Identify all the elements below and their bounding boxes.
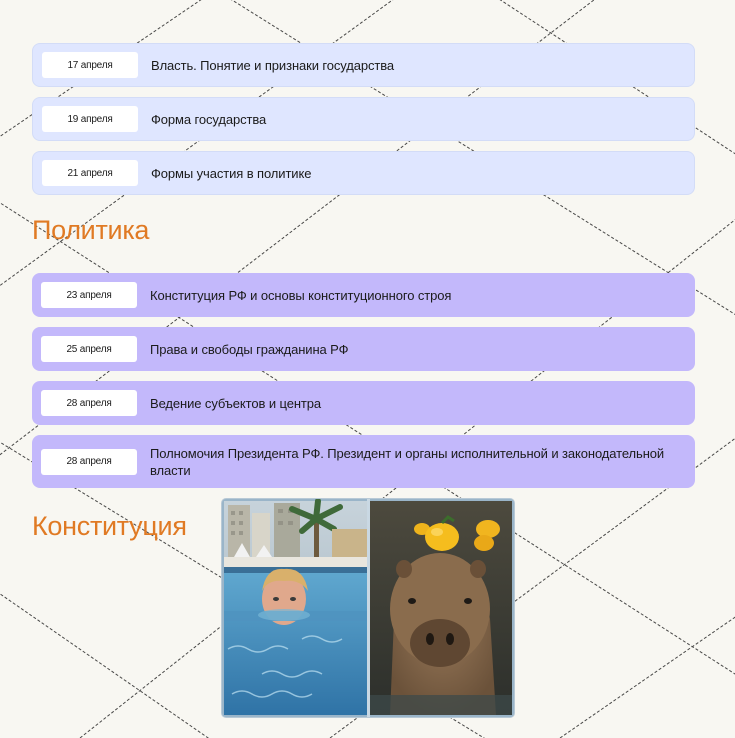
lesson-date: 19 апреля — [42, 106, 138, 132]
lesson-title: Власть. Понятие и признаки государства — [151, 57, 395, 73]
collage-svg — [222, 499, 514, 717]
photo-collage — [222, 499, 514, 717]
lesson-title: Полномочия Президента РФ. Президент и органы исполнительной и законодательной власти — [150, 445, 665, 478]
lesson-date: 23 апреля — [41, 282, 137, 308]
lesson-row[interactable] — [32, 97, 695, 141]
lesson-title: Форма государства — [151, 111, 267, 127]
lesson-title: Конституция РФ и основы конституционного строя — [150, 287, 452, 303]
lesson-date: 28 апреля — [41, 390, 137, 416]
lesson-row[interactable] — [32, 381, 695, 425]
lesson-row[interactable] — [32, 43, 695, 87]
lesson-row[interactable] — [32, 435, 695, 488]
lesson-date: 28 апреля — [41, 449, 137, 475]
lesson-row[interactable] — [32, 151, 695, 195]
lessons-group-politics — [32, 273, 695, 498]
lesson-row[interactable] — [32, 273, 695, 317]
lessons-group-1 — [32, 43, 695, 205]
lesson-title: Права и свободы гражданина РФ — [150, 341, 349, 357]
lesson-title: Формы участия в политике — [151, 165, 312, 181]
man-in-pool-photo — [224, 501, 367, 715]
lesson-title: Ведение субъектов и центра — [150, 395, 322, 411]
lesson-row[interactable] — [32, 327, 695, 371]
section-heading-politics: Политика — [32, 215, 150, 245]
lesson-date: 17 апреля — [42, 52, 138, 78]
section-heading-constitution: Конституция — [32, 511, 187, 541]
lesson-date: 25 апреля — [41, 336, 137, 362]
capybara-with-orange-photo — [370, 501, 512, 715]
lesson-date: 21 апреля — [42, 160, 138, 186]
